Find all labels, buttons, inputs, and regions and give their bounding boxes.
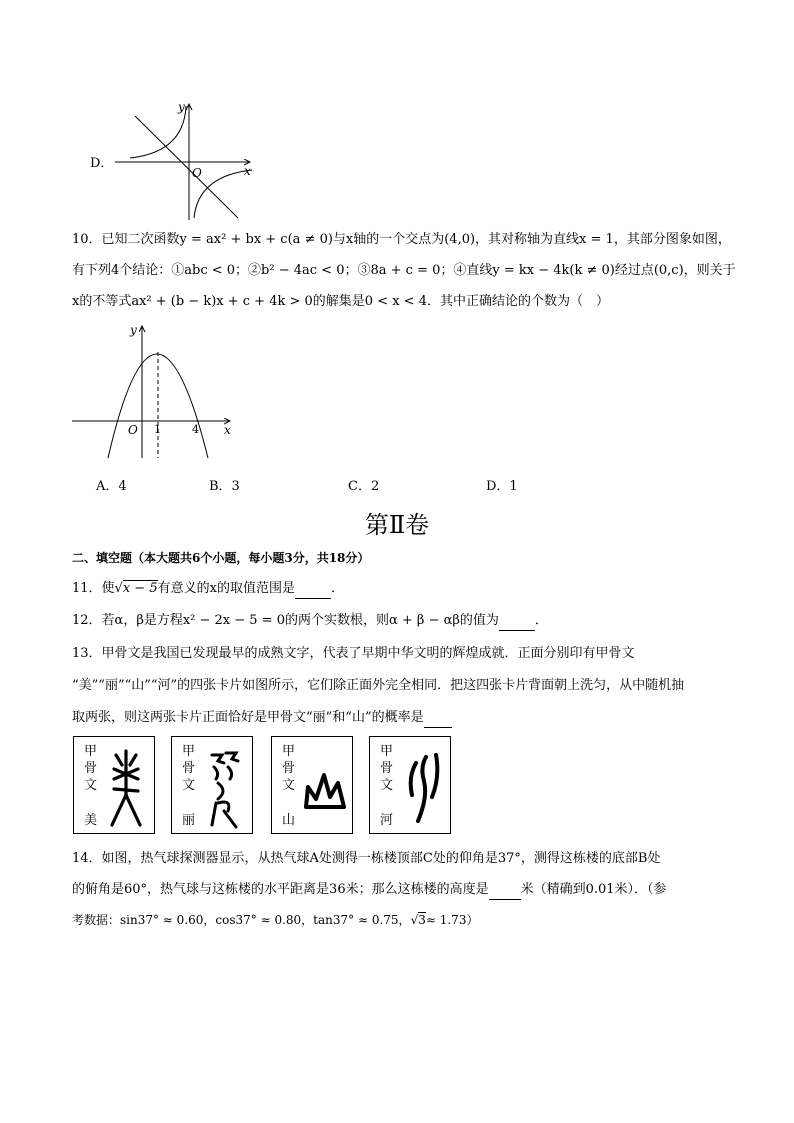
card-shan-label: 甲骨文 [282,744,296,793]
q14-answer-blank[interactable] [489,881,521,900]
q14-line-2 [72,881,667,900]
q10-choice-b[interactable]: B．3 [209,479,240,494]
q13-answer-blank[interactable] [424,709,452,728]
q13-line-2: “美”“丽”“山”“河”的四张卡片如图所示，它们除正面外完全相同．把这四张卡片背面朝上洗匀，从中随机抽 [72,678,685,693]
q11-before: 11．使 [72,581,115,596]
card-shan-name: 山 [282,813,296,828]
card-li-label: 甲骨文 [182,744,196,793]
card-li-name: 丽 [182,813,196,828]
q13-line-1: 13．甲骨文是我国已发现最早的成熟文字，代表了早期中华文明的辉煌成就．正面分别印有甲骨文 [72,646,635,661]
option-d-y-label: y [178,100,185,114]
q14-sqrt-radicand: 3 [418,913,426,927]
option-d-origin-label: O [192,166,202,180]
q11-line [72,580,344,599]
option-d-graph [110,96,270,224]
option-d-label: D． [90,156,114,171]
q11-end: ． [330,581,344,596]
q12-text: 12．若α，β是方程x² − 2x − 5 = 0的两个实数根，则α + β − αβ的值为 [72,613,499,628]
glyph-he-icon [370,737,452,835]
q10-line-2: 有下列4个结论：①abc < 0；②b² − 4ac < 0；③8a + c = 0；④直线y = kx − 4k(k ≠ 0)经过点(0,c)，则关于 [72,263,736,278]
card-li [171,736,253,834]
q14-line-3a: 考数据：sin37° ≈ 0.60，cos37° ≈ 0.80，tan37° ≈ 0.75， [72,913,411,927]
q14-line-1: 14．如图，热气球探测器显示，从热气球A处测得一栋楼顶部C处的仰角是37°，测得这栋楼的底部B处 [72,851,661,866]
section-title: 第Ⅱ卷 [364,511,430,539]
q10-tick-1: 1 [154,423,161,436]
q10-choice-a[interactable]: A．4 [96,479,127,494]
q12-answer-blank[interactable] [499,612,535,631]
q12-end: ． [534,613,548,628]
card-shan [271,736,353,834]
q10-choice-d[interactable]: D．1 [486,479,518,494]
q14-line-2a: 的俯角是60°，热气球与这栋楼的水平距离是36米；那么这栋楼的高度是 [72,882,489,897]
q13-line-3 [72,709,452,728]
card-he-label: 甲骨文 [380,744,394,793]
option-d-line [135,116,238,218]
card-he [369,736,451,834]
q11-after: 有意义的x的取值范围是 [157,581,295,596]
q10-line-3: x的不等式ax² + (b − k)x + c + 4k > 0的解集是0 < x < 4．其中正确结论的个数为（ ） [72,294,609,309]
q13-line-3-text: 取两张，则这两张卡片正面恰好是甲骨文“丽”和“山”的概率是 [72,710,424,725]
q10-choice-c[interactable]: C．2 [348,479,380,494]
q14-sqrt-sign: √ [410,913,419,927]
glyph-shan-icon [272,737,354,835]
q11-answer-blank[interactable] [295,580,331,599]
q10-origin-label: O [128,423,138,437]
part-two-heading: 二、填空题（本大题共6个小题，每小题3分，共18分） [72,551,370,565]
option-d-x-label: x [244,164,251,178]
card-mei [73,736,155,834]
glyph-mei-icon [74,737,156,835]
q14-line-2b: 米（精确到0.01米）．（参 [520,882,667,897]
q10-parabola-graph [70,320,240,462]
q14-line-3 [72,911,478,929]
q10-y-label: y [130,323,137,337]
q11-radicand: x − 5 [122,581,158,596]
q10-line-1: 10．已知二次函数y = ax² + bx + c(a ≠ 0)与x轴的一个交点为(4,0)，其对称轴为直线x = 1，其部分图象如图， [72,232,731,247]
glyph-li-icon [172,737,254,835]
q12-line [72,612,548,631]
q14-line-3b: ≈ 1.73） [425,913,479,927]
q11-sqrt-sign: √ [114,581,123,596]
card-he-name: 河 [380,813,394,828]
card-mei-label: 甲骨文 [84,744,98,793]
q10-x-label: x [224,423,231,437]
q10-tick-4: 4 [192,423,199,436]
card-mei-name: 美 [84,813,98,828]
